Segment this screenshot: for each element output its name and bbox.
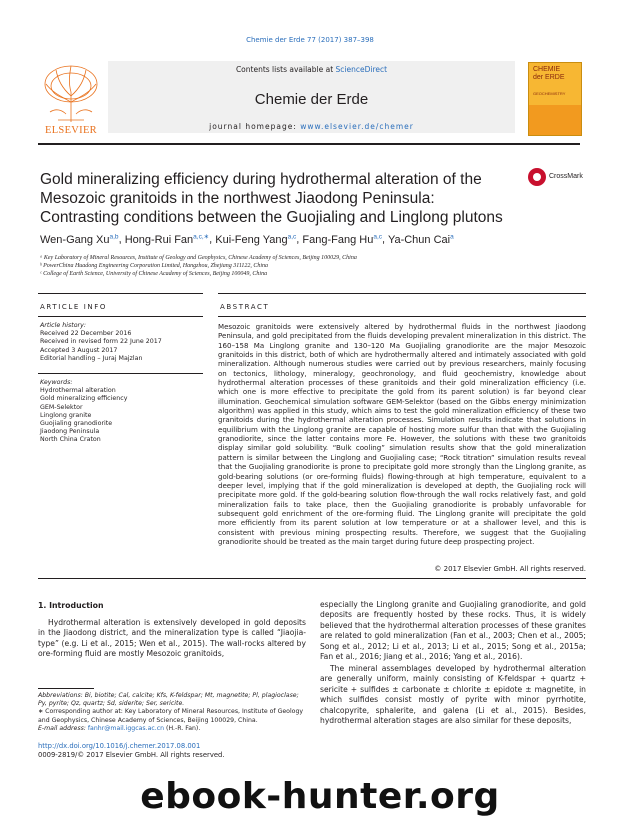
- history-item: Accepted 3 August 2017: [40, 346, 118, 354]
- journal-reference[interactable]: Chemie der Erde 77 (2017) 387–398: [246, 36, 374, 44]
- intro-paragraph-right-1: especially the Linglong granite and Guojialing granodiorite, and gold deposits are frequently hosted by these rocks. Thus, it is widely believed that the hydrothermal alteration processes of these granites are related to gold mineralization (Fan et al., 2003; Chen et al., 2005; Song et al., 2012; Li et al., 2013; Li et al., 2015; Song et al., 2015a; Fan et al., 2016; Jiang et al., 2016; Yang et al., 2016).: [320, 600, 586, 662]
- contents-prefix: Contents lists available at: [235, 65, 336, 74]
- article-info-rule-bottom: [38, 316, 203, 317]
- doi-link[interactable]: http://dx.doi.org/10.1016/j.chemer.2017.08.001: [38, 742, 201, 750]
- homepage-prefix: journal homepage:: [209, 122, 301, 131]
- homepage-line: [108, 122, 515, 131]
- footnotes: [38, 692, 306, 733]
- intro-paragraph-right-2: The mineral assemblages developed by hydrothermal alteration are generally uniform, mainly consisting of K-feldspar + quartz + sericite + sulfides ± carbonate ± chlorite ± epidote ± magnetite, in which sulfides consist mostly of pyrite with minor pyrrhotite, chalcopyrite, sphalerite, and galena (Li et al., 2015). Besides, hydrothermal alteration stages are also similar for these deposits,: [320, 664, 586, 726]
- author-list: Wen-Gang Xu$^{a,b}$, Hong-Rui Fan$^{a,c,∗}$, Kui-Feng Yang$^{a,c}$, Fang-Fang Hu$^{a,c}$, Ya-Chun Cai$^a$: [40, 233, 454, 246]
- copyright: © 2017 Elsevier GmbH. All rights reserved.: [434, 565, 586, 573]
- abstract-heading: ABSTRACT: [220, 303, 270, 311]
- crossmark-icon: [528, 168, 546, 186]
- affiliations: [40, 254, 600, 279]
- article-title: Gold mineralizing efficiency during hydrothermal alteration of the Mesozoic granitoids in the northwest Jiaodong Peninsula: Contrasting conditions between the Guojialing and Linglong plutons: [40, 171, 503, 226]
- contents-line: [108, 65, 515, 74]
- article-history: [40, 322, 205, 363]
- sciencedirect-link[interactable]: ScienceDirect: [335, 65, 388, 74]
- keyword: Jiaodong Peninsula: [40, 428, 100, 436]
- keyword: Hydrothermal alteration: [40, 387, 116, 395]
- history-item: Editorial handling – Juraj Majzlan: [40, 354, 143, 362]
- footnote-rule: [38, 688, 94, 689]
- author: Kui-Feng Yang$^{a,c}$: [215, 233, 297, 246]
- crossmark-label: CrossMark: [549, 173, 583, 180]
- doi-block: [38, 742, 225, 760]
- keywords: [40, 379, 205, 445]
- keyword: Gold mineralizing efficiency: [40, 395, 128, 403]
- homepage-link[interactable]: www.elsevier.de/chemer: [300, 122, 414, 131]
- elsevier-logo: [38, 62, 104, 136]
- header-divider: [38, 143, 580, 145]
- affiliation: ᵇ PowerChina Huadong Engineering Corporation Limited, Hangzhou, Zhejiang 311122, China: [40, 263, 269, 270]
- article-info-heading: ARTICLE INFO: [40, 303, 107, 311]
- keyword: North China Craton: [40, 436, 101, 444]
- keyword: Guojialing granodiorite: [40, 420, 113, 428]
- issn-line: 0009-2819/© 2017 Elsevier GmbH. All rights reserved.: [38, 751, 225, 759]
- watermark: ebook-hunter.org: [140, 776, 500, 817]
- abstract-rule-mid: [218, 316, 586, 317]
- keyword: GEM-Selektor: [40, 403, 83, 411]
- email-link[interactable]: fanhr@mail.iggcas.ac.cn: [87, 724, 165, 732]
- email-footnote: E-mail address: fanhr@mail.iggcas.ac.cn (H.-R. Fan).: [38, 724, 201, 732]
- cover-subtitle: GEOCHEMISTRY: [533, 91, 566, 96]
- journal-cover: [528, 62, 582, 136]
- keywords-label: Keywords:: [40, 379, 73, 386]
- cover-band: [529, 105, 581, 135]
- history-item: Received in revised form 22 June 2017: [40, 338, 162, 346]
- abstract-rule-top: [218, 293, 586, 294]
- author: Ya-Chun Cai$^a$: [387, 233, 454, 246]
- journal-title: Chemie der Erde: [254, 91, 369, 108]
- keywords-rule: [38, 373, 203, 374]
- section-heading-introduction: 1. Introduction: [38, 601, 104, 610]
- keyword: Linglong granite: [40, 411, 92, 419]
- abstract-rule-bottom: [38, 578, 586, 579]
- author: Hong-Rui Fan$^{a,c,∗}$: [124, 233, 210, 246]
- article-info-rule-top: [38, 293, 203, 294]
- history-label: Article history:: [40, 322, 86, 329]
- elsevier-wordmark: ELSEVIER: [45, 125, 97, 136]
- affiliation: ᶜ College of Earth Science, University of Chinese Academy of Sciences, Beijing 100049, China: [40, 271, 268, 278]
- corresponding-author-footnote: ∗ Corresponding author at: Key Laboratory of Mineral Resources, Institute of Geology and Geophysics, Chinese Academy of Sciences, Beijing 100029, China.: [38, 708, 304, 724]
- affiliation: ᵃ Key Laboratory of Mineral Resources, Institute of Geology and Geophysics, Chinese Academy of Sciences, Beijing 100029, China: [40, 255, 357, 261]
- intro-paragraph-left: Hydrothermal alteration is extensively developed in gold deposits in the Jiaodong district, and the mineralization type is called “Jiaojia-type” (e.g. Li et al., 2015; Wen et al., 2015). The wall-rocks altered by ore-forming fluid are mostly Mesozoic granitoids,: [38, 618, 306, 659]
- author: Wen-Gang Xu$^{a,b}$: [40, 233, 119, 246]
- abbreviations-footnote: Abbreviations: Bi, biotite; Cal, calcite; Kfs, K-feldspar; Mt, magnetite; Pl, plagioclase; Py, pyrite; Qz, quartz; Sd, siderite; Ser, sericite.: [38, 692, 299, 708]
- cover-title: CHEMIE der ERDE: [533, 66, 565, 81]
- crossmark-badge[interactable]: [528, 168, 592, 192]
- author: Fang-Fang Hu$^{a,c}$: [302, 233, 383, 246]
- abstract-body: Mesozoic granitoids were extensively altered by hydrothermal fluids in the northwest Jiaodong Peninsula, and gold precipitated from the fluids developing prevalent mineralization in this district. The 160–158 Ma Linglong granite and 130–120 Ma Guojialing granodiorite are the major Mesozoic granitoids in this district, both of which are hydrothermally altered and intimately associated with gold mineralization. Although numerous studies were carried out by previous researchers, mainly focusing on tectonics, lithology, mineralogy, geochronology, and fluid geochemistry, knowledge about hydrothermal alteration processes of these granitoids and their gold mineralization efficiency (i.e. which one is more effective to precipitate the gold from its parent solution) is far beyond clear illumination. Geochemical simulation software GEM-Selektor (based on the Gibbs energy minimization algorithm) was applied in this study, which aims to test the gold mineralization efficiency of these two granitoids during the hydrothermal alteration processes. Simulation results indicate that solutions in equilibrium with the Linglong granite are capable of hosting more sulfur than that with the Guojialing granodiorite, since the latter contains more Fe. However, the solutions with these two granitoids display similar gold solubility. “Bulk cooling” simulation results show that the gold mineralization pattern is similar between the Linglong and Guojialing case; “Rock titration” simulation results reveal that the Guojialing granodiorite is prone to precipitate gold more strongly than the Linglong granite, as gold-bearing solutions (or ore-forming fluids) flowing-through at high temperature, equivalent to a deeper level, implying that if the gold mineralization is developed at depth, the Guojialing rock will precipitate more gold. If the gold-bearing solution flow-through the wall rocks relatively fast, and gold mineralization fails to take place, then the Guojialing granodiorite is probably unfavorable for subsequent gold enrichment of the ore-forming fluid. The Linglong granite will precipitate the gold more efficiently from its parent solution at low temperature or at a shallower level, and this is consistent with previous mining prospecting results. Therefore, we suggest that the Guojialing granodiorite should be treated as the main target during future deep prospecting project.: [218, 322, 586, 546]
- elsevier-tree-icon: [38, 62, 104, 124]
- history-item: Received 22 December 2016: [40, 330, 132, 338]
